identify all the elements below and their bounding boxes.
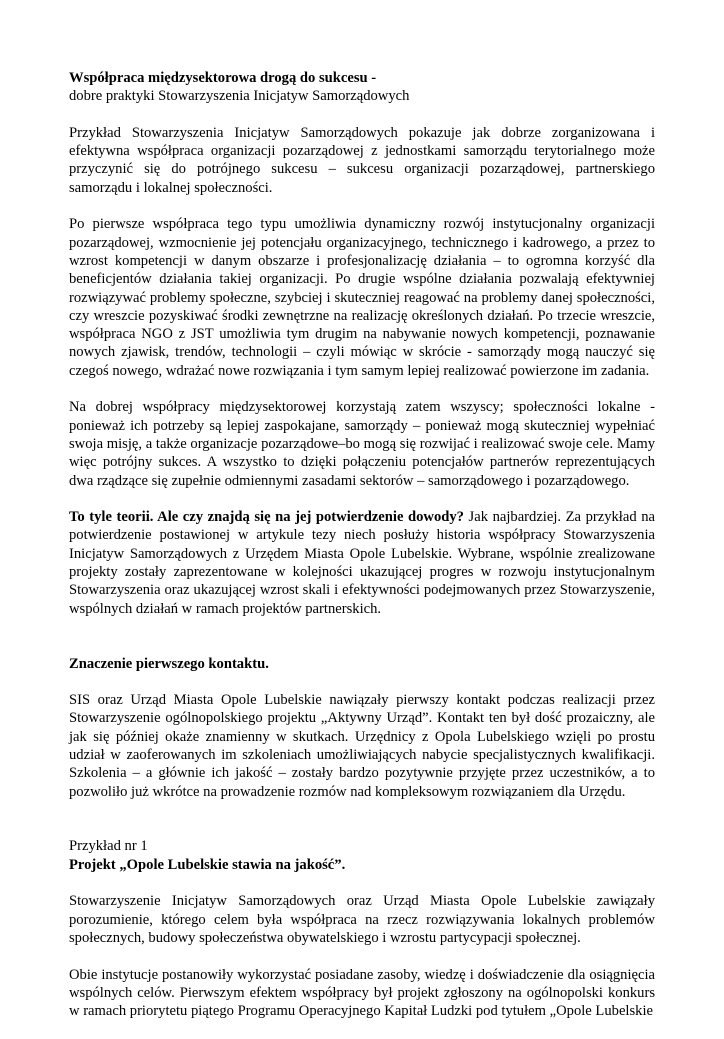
paragraph-agreement: Stowarzyszenie Inicjatyw Samorządowych oraz Urząd Miasta Opole Lubelskie zawiązały porozumienie, którego celem była współpraca na rzecz rozwiązywania lokalnych problemów społecznych, budowy społeczeństwa obywatelskiego i wzrostu partycypacji społecznej. (69, 893, 655, 946)
document-page (69, 69, 655, 1039)
document-title: Współpraca międzysektorowa drogą do sukcesu - (69, 70, 377, 86)
paragraph-resources: Obie instytucje postanowiły wykorzystać posiadane zasoby, wiedzę i doświadczenie dla osiągnięcia wspólnych celów. Pierwszym efektem współpracy był projekt zgłoszony na ogólnopolski konkurs w ramach priorytetu piątego Programu Operacyjnego Kapitał Ludzki pod tytułem „Opole Lubelskie (69, 966, 655, 1020)
paragraph-benefits: Po pierwsze współpraca tego typu umożliwia dynamiczny rozwój instytucjonalny organizacji pozarządowej, wzmocnienie jej potencjału organizacyjnego, technicznego i kadrowego, a przez to wzrost kompetencji w danym obszarze i profesjonalizację działania – to ogromna korzyść dla beneficjentów działania takiej organizacji. Po drugie wspólne działania pozwalają efektywniej rozwiązywać problemy społeczne, szybciej i skuteczniej reagować na problemy danej społeczności, czy wreszcie pozyskiwać środki zewnętrzne na realizację określonych działań. Po trzecie wreszcie, współpraca NGO z JST umożliwia tym drugim na nabywanie nowych kompetencji, poznawanie nowych zjawisk, trendów, technologii – czyli mówiąc w skrócie - samorządy mogą nauczyć się czegoś nowego, wdrażać nowe rozwiązania i tym samym lepiej realizować powierzone im zadania. (69, 216, 655, 379)
evidence-lead: To tyle teorii. Ale czy znajdą się na jej potwierdzenie dowody? (69, 509, 464, 526)
example-title: Projekt „Opole Lubelskie stawia na jakość”. (69, 856, 346, 873)
title-block (69, 69, 655, 106)
document-subtitle: dobre praktyki Stowarzyszenia Inicjatyw Samorządowych (69, 88, 410, 105)
paragraph-evidence (69, 508, 655, 618)
section-heading-first-contact: Znaczenie pierwszego kontaktu. (69, 655, 269, 672)
example-label: Przykład nr 1 (69, 838, 148, 855)
paragraph-intro: Przykład Stowarzyszenia Inicjatyw Samorządowych pokazuje jak dobrze zorganizowana i efektywna współpraca organizacji pozarządowej z jednostkami samorządu terytorialnego może przyczynić się do potrójnego sukcesu – sukcesu organizacji pozarządowej, partnerskiego samorządu i lokalnej społeczności. (69, 124, 655, 196)
paragraph-first-contact: SIS oraz Urząd Miasta Opole Lubelskie nawiązały pierwszy kontakt podczas realizacji przez Stowarzyszenie ogólnopolskiego projektu „Aktywny Urząd”. Kontakt ten był dość prozaiczny, ale jak się później okaże znamienny w skutkach. Urzędnicy z Opola Lubelskiego wzięli po prostu udział w zaoferowanych im szkoleniach umożliwiających nabycie specjalistycznych kwalifikacji. Szkolenia – a głównie ich jakość – zostały bardzo pozytywnie przyjęte przez uczestników, a to pozwoliło już wkrótce na prowadzenie rozmów nad kompleksowym rozwiązaniem dla Urzędu. (69, 692, 655, 800)
evidence-text: Jak najbardziej. Za przykład na potwierdzenie postawionej w artykule tezy niech posłuży historia współpracy Stowarzyszenia Inicjatyw Samorządowych z Urzędem Miasta Opole Lubelskie. Wybrane, wspólnie zrealizowane projekty zostały zaprezentowane w kolejności ukazującej progres w rozwoju instytucjonalnym Stowarzyszenia oraz ukazującej wzrost skali i efektywności podejmowanych przez Stowarzyszenie, wspólnych działań w ramach projektów partnerskich. (69, 509, 655, 617)
example-block (69, 837, 655, 874)
paragraph-triple-success: Na dobrej współpracy międzysektorowej korzystają zatem wszyscy; społeczności lokalne - ponieważ ich potrzeby są lepiej zaspokajane, samorządy – ponieważ mogą skuteczniej wypełniać swoja misję, a także organizacje pozarządowe–bo mogą się rozwijać i realizować swoje cele. Mamy więc potrójny sukces. A wszystko to dzięki połączeniu potencjałów partnerów reprezentujących dwa rządzące się zupełnie odmiennymi zasadami sektorów – samorządowego i pozarządowego. (69, 399, 655, 489)
